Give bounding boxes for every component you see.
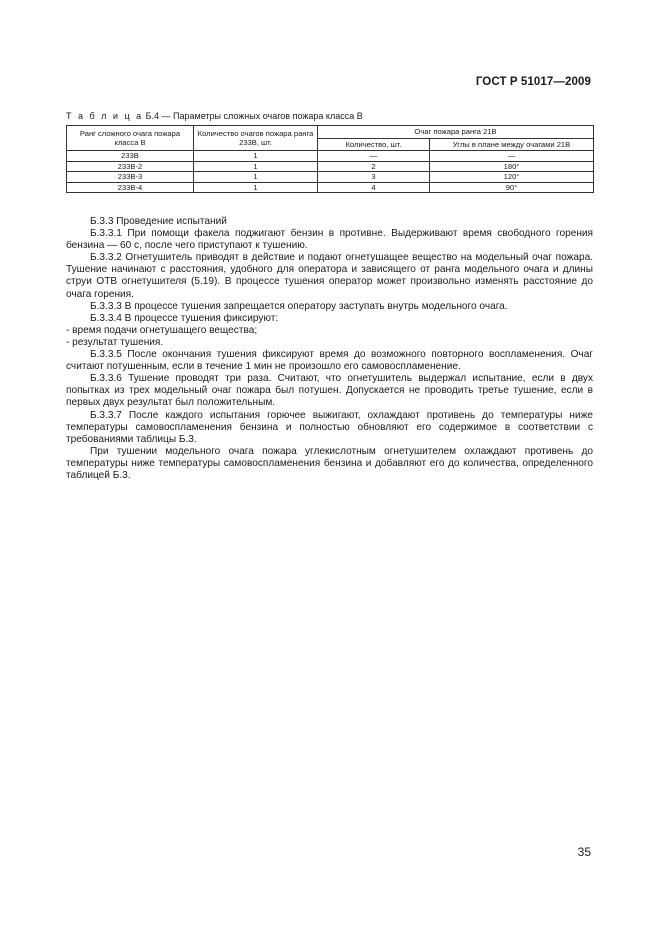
cell-rank: 233В xyxy=(67,151,194,162)
list-item: - результат тушения. xyxy=(66,336,164,348)
cell-rank: 233В-2 xyxy=(67,161,194,172)
header-angle: Углы в плане между очагами 21В xyxy=(430,138,594,151)
paragraph: При тушении модельного очага пожара углекислотным огнетушителем охлаждают противень до температуры ниже температуры самовоспламенения бензина и добавляют его до количества, определенного таблицей Б.3. xyxy=(66,445,593,481)
page-number: 35 xyxy=(577,845,591,859)
body-text xyxy=(66,216,593,482)
cell-rank: 233В-3 xyxy=(67,172,194,183)
cell-count-233: 1 xyxy=(194,151,318,162)
table-row xyxy=(67,161,594,172)
section-heading: Б.3.3 Проведение испытаний xyxy=(90,216,227,227)
cell-angle: 90° xyxy=(430,182,594,193)
cell-angle: 180° xyxy=(430,161,594,172)
cell-angle: — xyxy=(430,151,594,162)
cell-count-233: 1 xyxy=(194,182,318,193)
paragraph: Б.3.3.2 Огнетушитель приводят в действие и подают огнетушащее вещество на модельный очаг пожара. Тушение начинают с расстояния, удобного для оператора и зависящего от ранга модельного очага и длины струи ОТВ огнетушителя (5.19). В процессе тушения оператор может произвольно изменять расстояние до очага горения. xyxy=(66,252,593,300)
table-caption xyxy=(66,111,363,121)
cell-count-233: 1 xyxy=(194,172,318,183)
cell-count-21: 4 xyxy=(318,182,430,193)
paragraph: Б.3.3.1 При помощи факела поджигают бензин в противне. Выдерживают время свободного горения бензина — 60 с, после чего приступают к тушению. xyxy=(66,228,593,252)
paragraph: Б.3.3.3 В процессе тушения запрещается оператору заступать внутрь модельного очага. xyxy=(90,300,508,312)
list-item: - время подачи огнетушащего вещества; xyxy=(66,324,258,336)
paragraph: Б.3.3.4 В процессе тушения фиксируют: xyxy=(90,312,279,324)
paragraph: Б.3.3.6 Тушение проводят три раза. Считают, что огнетушитель выдержал испытание, если в двух попытках из трех модельный очаг пожара был потушен. Допускается не проводить третье тушение, если в первых двух результат был положительным. xyxy=(66,373,593,409)
document-number-header: ГОСТ Р 51017—2009 xyxy=(475,76,591,88)
paragraph: Б.3.3.5 После окончания тушения фиксируют время до возможного повторного воспламенения. Очаг считают потушенным, если в течение 1 мин не произошло его самовоспламенение. xyxy=(66,349,593,373)
cell-rank: 233В-4 xyxy=(67,182,194,193)
table-row xyxy=(67,151,594,162)
cell-count-21: — xyxy=(318,151,430,162)
table-row xyxy=(67,182,594,193)
cell-angle: 120° xyxy=(430,172,594,183)
table-caption-prefix: Т а б л и ц а xyxy=(66,111,144,121)
header-count-233: Количество очагов пожара ранга 233В, шт. xyxy=(194,126,318,151)
header-count-21: Количество, шт. xyxy=(318,138,430,151)
header-rank: Ранг сложного очага пожара класса В xyxy=(67,126,194,151)
paragraph: Б.3.3.7 После каждого испытания горючее выжигают, охлаждают противень до температуры ниже температуры самовоспламенения бензина и полностью обновляют его содержимое в соответствии с требованиями таблицы Б.3. xyxy=(66,409,593,445)
cell-count-21: 3 xyxy=(318,172,430,183)
table-caption-text: Б.4 — Параметры сложных очагов пожара класса В xyxy=(143,111,363,121)
cell-count-233: 1 xyxy=(194,161,318,172)
table-row xyxy=(67,172,594,183)
cell-count-21: 2 xyxy=(318,161,430,172)
parameters-table xyxy=(66,125,594,193)
header-group-21: Очаг пожара ранга 21В xyxy=(318,126,594,139)
